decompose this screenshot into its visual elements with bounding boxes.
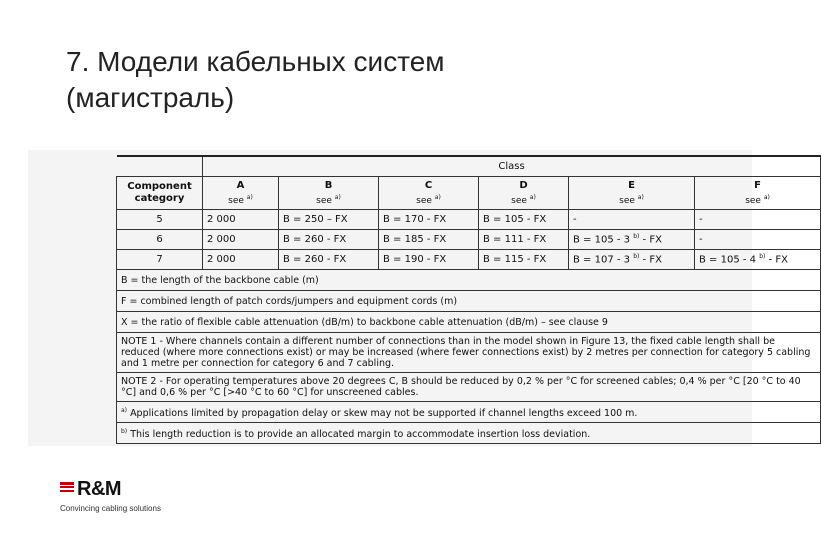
table-row xyxy=(117,210,821,230)
cell-b: B = 260 - FX xyxy=(279,230,379,250)
cell-e-value: B = 107 - 3 xyxy=(573,254,631,266)
category-cell: 7 xyxy=(117,250,203,270)
cell-e xyxy=(569,250,695,270)
cell-e xyxy=(569,230,695,250)
cell-b: B = 260 - FX xyxy=(279,250,379,270)
cell-d: B = 111 - FX xyxy=(479,230,569,250)
class-letter: A xyxy=(236,179,245,191)
footnote-ref: b) xyxy=(633,253,640,261)
class-letter: F xyxy=(754,179,761,191)
table-corner xyxy=(117,156,203,177)
definition-row xyxy=(117,312,821,333)
footnote-ref: b) xyxy=(759,253,766,261)
cell-e-tail: - FX xyxy=(639,254,662,266)
class-letter: E xyxy=(628,179,635,191)
see-label: see xyxy=(416,195,432,206)
footnote-text: Applications limited by propagation delay or skew may not be supported if channel lengths exceed 100 m. xyxy=(130,408,638,420)
component-category-label: Component category xyxy=(127,181,192,204)
footnote-row xyxy=(117,402,821,423)
brand-tagline: Convincing cabling solutions xyxy=(60,504,161,513)
footnote-ref: b) xyxy=(633,233,640,241)
cell-e-value: B = 105 - 3 xyxy=(573,234,631,246)
definition-row xyxy=(117,291,821,312)
category-cell: 5 xyxy=(117,210,203,230)
class-letter: D xyxy=(519,179,528,191)
footnote-ref: a) xyxy=(529,193,536,201)
cell-f: - xyxy=(695,210,821,230)
component-category-header xyxy=(117,177,203,210)
class-col-b xyxy=(279,177,379,210)
cell-c: B = 190 - FX xyxy=(379,250,479,270)
see-label: see xyxy=(745,195,761,206)
note-row xyxy=(117,333,821,373)
cell-a: 2 000 xyxy=(203,210,279,230)
footnote-text: This length reduction is to provide an allocated margin to accommodate insertion loss deviation. xyxy=(130,429,591,441)
channel-length-table xyxy=(116,155,821,444)
cell-a: 2 000 xyxy=(203,250,279,270)
class-header: Class xyxy=(203,156,821,177)
note-1: NOTE 1 - Where channels contain a different number of connections than in the model shown in Figure 13, the fixed cable length shall be reduced (where more connections exist) or may be increased (where fewer connections exist) by 2 metres per connection for category 5 cabling and 1 metre per connection for category 6 and 7 cabling. xyxy=(117,333,821,373)
footnote-mark: b) xyxy=(121,427,128,435)
brand-name: R&M xyxy=(77,478,122,500)
see-label: see xyxy=(228,195,244,206)
see-label: see xyxy=(316,195,332,206)
slide-title-line2: (магистраль) xyxy=(66,82,235,113)
rm-stripes-icon xyxy=(60,482,74,496)
class-letter: C xyxy=(424,179,433,191)
cell-a: 2 000 xyxy=(203,230,279,250)
category-cell: 6 xyxy=(117,230,203,250)
document-scan xyxy=(28,150,811,446)
footnote-a xyxy=(117,402,821,423)
cell-f-tail: - FX xyxy=(765,254,788,266)
cell-f-value: B = 105 - 4 xyxy=(699,254,757,266)
cell-c: B = 185 - FX xyxy=(379,230,479,250)
see-label: see xyxy=(511,195,527,206)
class-col-d xyxy=(479,177,569,210)
cell-e-tail: - FX xyxy=(639,234,662,246)
table-row xyxy=(117,230,821,250)
footnote-mark: a) xyxy=(121,406,128,414)
definition-x: X = the ratio of flexible cable attenuation (dB/m) to backbone cable attenuation (dB/m) – see clause 9 xyxy=(117,312,821,333)
class-col-e xyxy=(569,177,695,210)
cell-f: - xyxy=(695,230,821,250)
cell-e: - xyxy=(569,210,695,230)
cell-c: B = 170 - FX xyxy=(379,210,479,230)
cell-d: B = 115 - FX xyxy=(479,250,569,270)
footnote-row xyxy=(117,423,821,444)
channel-table-wrap xyxy=(116,155,811,444)
definition-b: B = the length of the backbone cable (m) xyxy=(117,270,821,291)
footnote-ref: a) xyxy=(334,193,341,201)
footnote-b xyxy=(117,423,821,444)
footnote-ref: a) xyxy=(637,193,644,201)
slide-title-line1: 7. Модели кабельных систем xyxy=(66,46,445,77)
see-label: see xyxy=(619,195,635,206)
footnote-ref: a) xyxy=(763,193,770,201)
cell-f xyxy=(695,250,821,270)
note-row xyxy=(117,373,821,402)
header-row xyxy=(117,177,821,210)
class-letter: B xyxy=(324,179,333,191)
cell-d: B = 105 - FX xyxy=(479,210,569,230)
table-row xyxy=(117,250,821,270)
footnote-ref: a) xyxy=(246,193,253,201)
footnote-ref: a) xyxy=(434,193,441,201)
class-col-f xyxy=(695,177,821,210)
definition-row xyxy=(117,270,821,291)
slide-title xyxy=(66,44,686,116)
note-2: NOTE 2 - For operating temperatures above 20 degrees C, B should be reduced by 0,2 % per °C for screened cables; 0,4 % per °C [20 °C to 40 °C] and 0,6 % per °C [>40 °C to 60 °C] for unscreened cables. xyxy=(117,373,821,402)
definition-f: F = combined length of patch cords/jumpers and equipment cords (m) xyxy=(117,291,821,312)
cell-b: B = 250 – FX xyxy=(279,210,379,230)
class-col-c xyxy=(379,177,479,210)
class-col-a xyxy=(203,177,279,210)
